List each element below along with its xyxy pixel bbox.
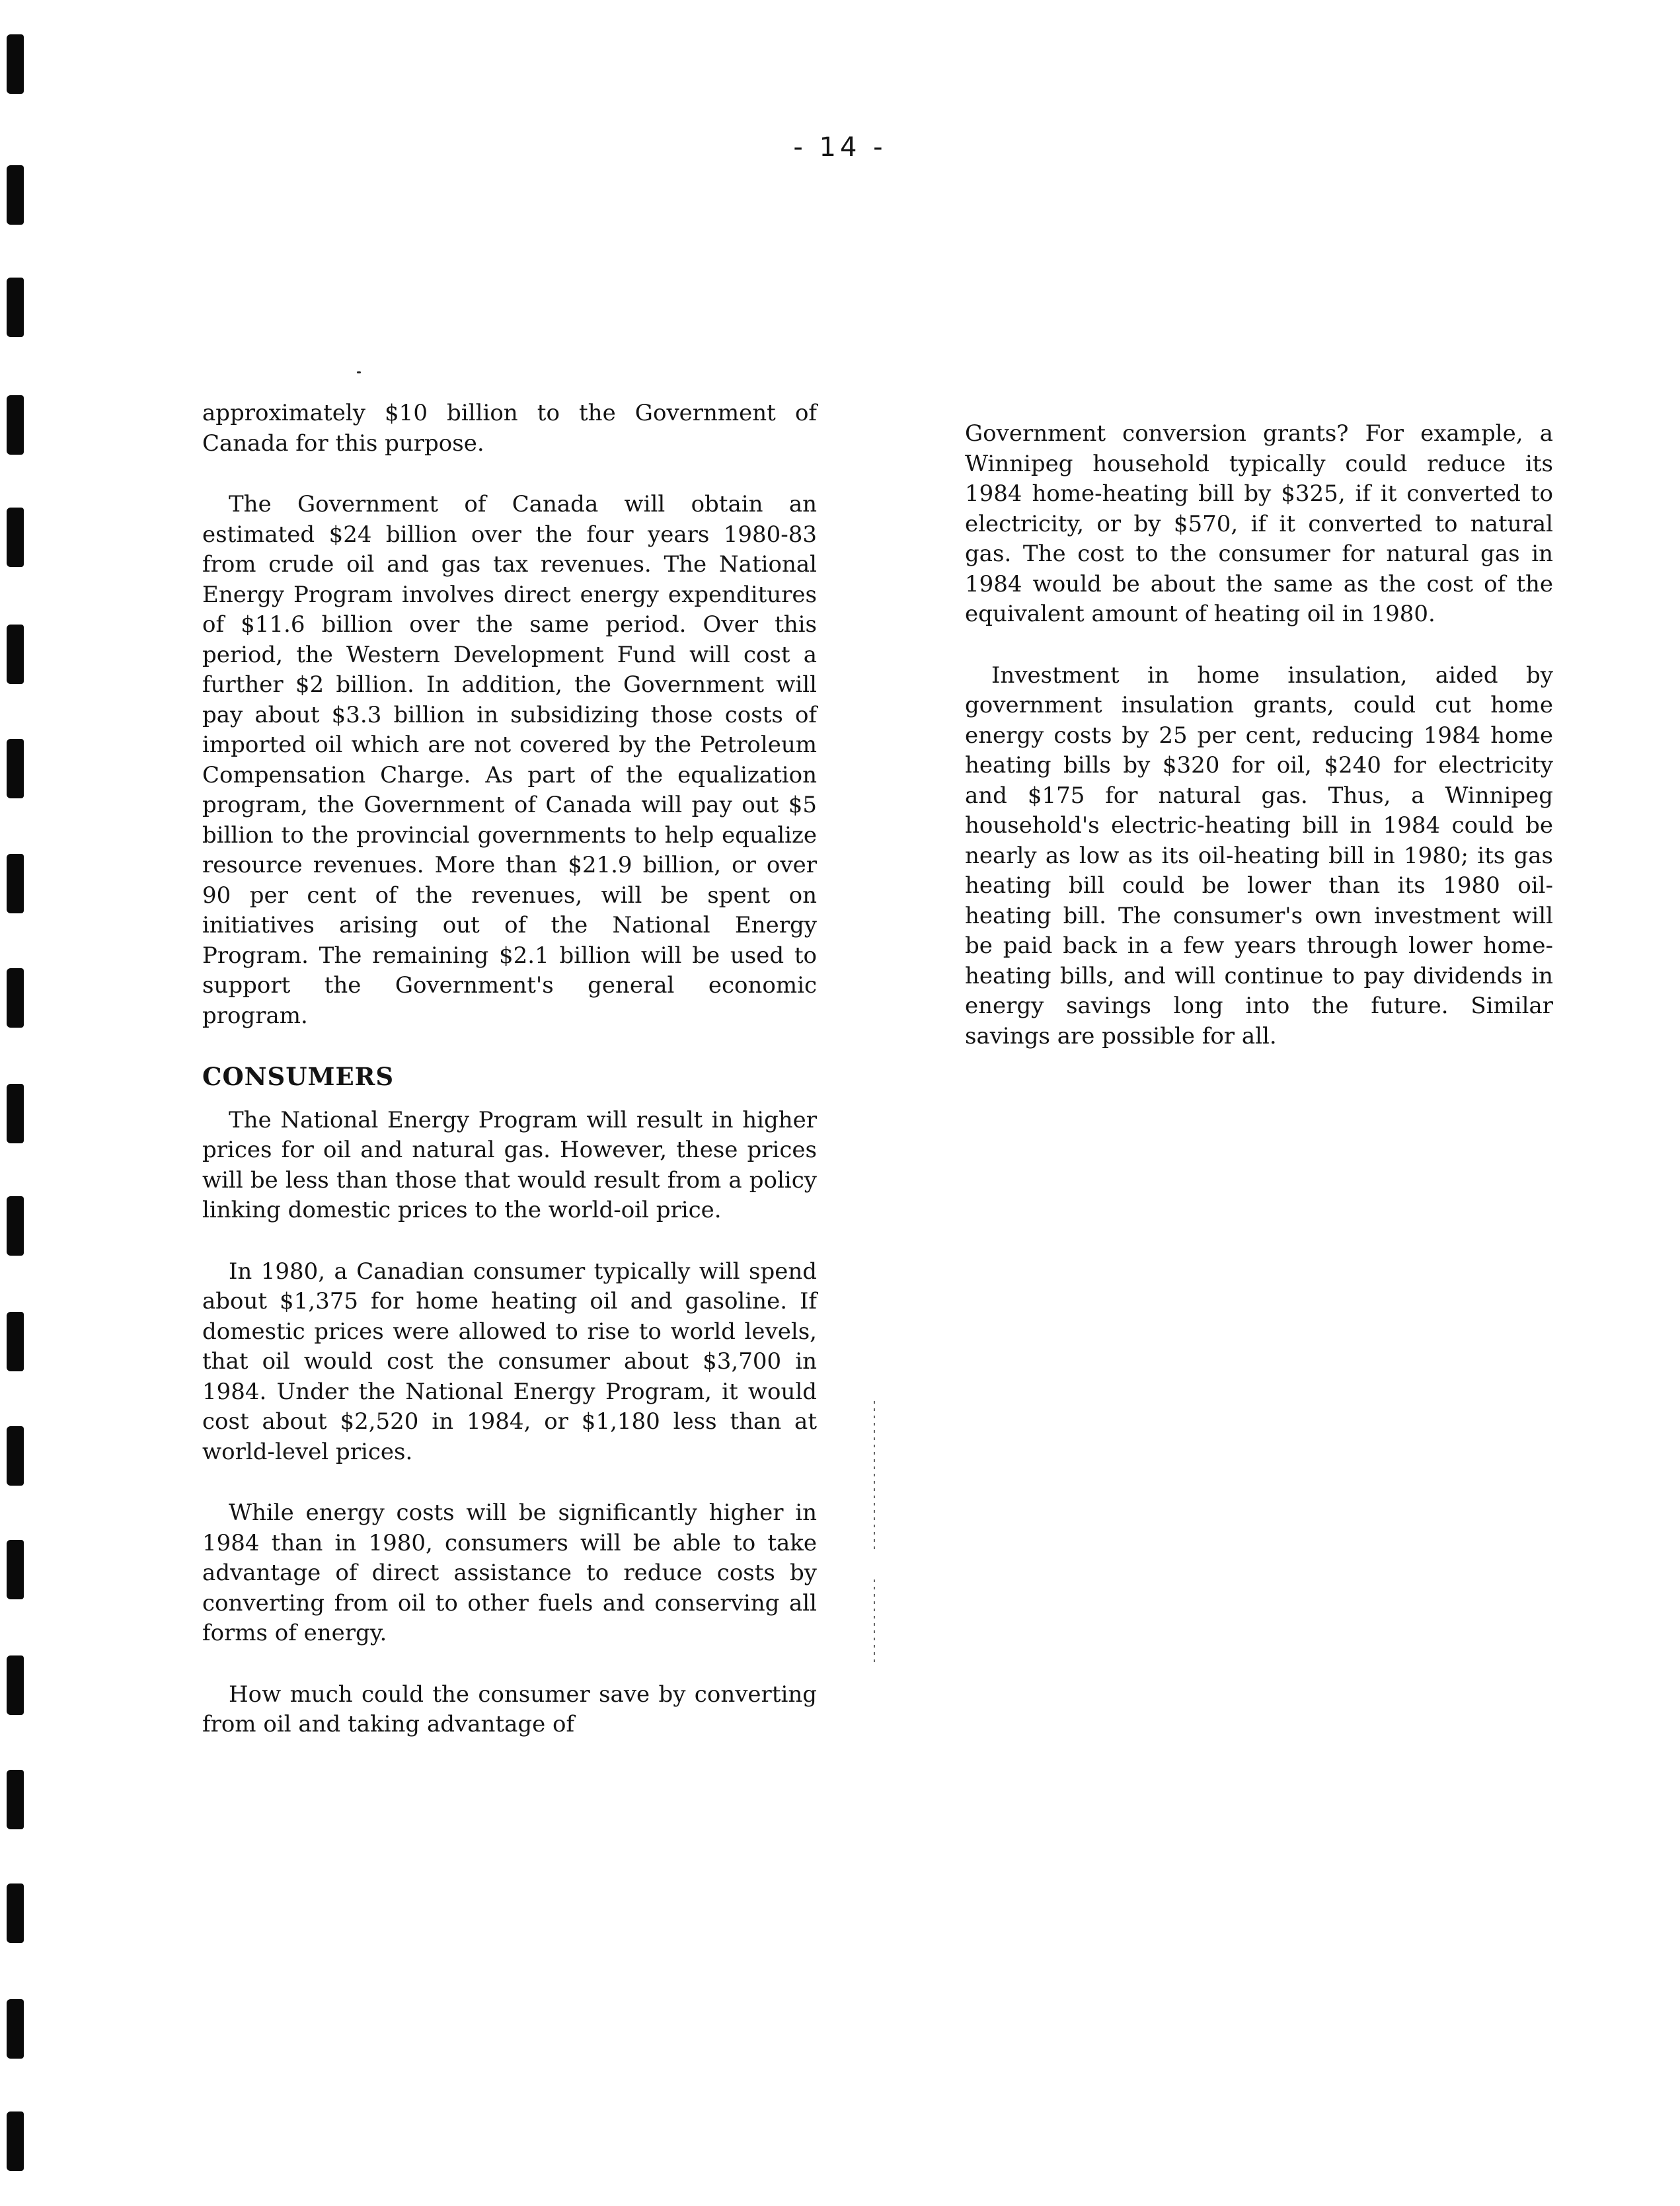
punch-mark bbox=[7, 968, 24, 1028]
punch-mark bbox=[7, 2111, 24, 2171]
punch-mark bbox=[7, 1770, 24, 1829]
scan-artifact-line bbox=[874, 1401, 875, 1553]
body-paragraph: The National Energy Program will result in higher prices for oil and natural gas. However, these prices will be less than those that would result from a policy linking domestic prices to the world-oil price. bbox=[202, 1106, 817, 1223]
punch-mark bbox=[7, 1540, 24, 1599]
punch-mark bbox=[7, 625, 24, 684]
left-column bbox=[202, 399, 817, 1771]
punch-mark bbox=[7, 1312, 24, 1371]
body-paragraph: The Government of Canada will obtain an estimated $24 billion over the four years 1980-83 from crude oil and gas tax revenues. The National Energy Program involves direct energy expenditures of $11.6 billion over the same period. Over this period, the Western Development Fund will cost a further $2 billion. In addition, the Government will pay about $3.3 billion in subsidizing those costs of imported oil which are not covered by the Petroleum Compensation Charge. As part of the equalization program, the Government of Canada will pay out $5 billion to the provincial governments to help equalize resource revenues. More than $21.9 billion, or over 90 per cent of the revenues, will be spent on initiatives arising out of the National Energy Program. The remaining $2.1 billion will be used to support the Government's general economic program. bbox=[202, 491, 817, 1029]
punch-mark bbox=[7, 395, 24, 455]
body-paragraph: approximately $10 billion to the Government of Canada for this purpose. bbox=[202, 400, 817, 457]
punch-mark bbox=[7, 1084, 24, 1143]
body-paragraph: Investment in home insulation, aided by government insulation grants, could cut home energy costs by 25 per cent, reducing 1984 home heating bills by $320 for oil, $240 for electricity and $175 for natural gas. Thus, a Winnipeg household's electric-heating bill in 1984 could be nearly as low as its oil-heating bill in 1980; its gas heating bill could be lower than its 1980 oil-heating bill. The consumer's own investment will be paid back in a few years through lower home-heating bills, and will continue to pay dividends in energy savings long into the future. Similar savings are possible for all. bbox=[965, 662, 1553, 1049]
punch-mark bbox=[7, 1999, 24, 2059]
punch-mark bbox=[7, 165, 24, 225]
punch-mark bbox=[7, 854, 24, 913]
punch-mark bbox=[7, 1426, 24, 1486]
punch-mark bbox=[7, 1883, 24, 1943]
section-heading: CONSUMERS bbox=[202, 1062, 395, 1091]
body-paragraph: While energy costs will be significantly higher in 1984 than in 1980, consumers will be able to take advantage of direct assistance to reduce costs by converting from oil to other fuels and conserving all forms of energy. bbox=[202, 1500, 817, 1646]
body-paragraph: In 1980, a Canadian consumer typically will spend about $1,375 for home heating oil and gasoline. If domestic prices were allowed to rise to world levels, that oil would cost the consumer about $3,700 in 1984. Under the National Energy Program, it would cost about $2,520 in 1984, or $1,180 less than at world-level prices. bbox=[202, 1258, 817, 1465]
binder-punch-marks bbox=[0, 0, 40, 2206]
punch-mark bbox=[7, 278, 24, 337]
body-paragraph: Government conversion grants? For example, a Winnipeg household typically could reduce its 1984 home-heating bill by $325, if it converted to electricity, or by $570, if it converted to natural gas. The cost to the consumer for natural gas in 1984 would be about the same as the cost of the equivalent amount of heating oil in 1980. bbox=[965, 420, 1553, 627]
page-number: - 14 - bbox=[793, 132, 887, 163]
punch-mark bbox=[7, 739, 24, 798]
punch-mark bbox=[7, 508, 24, 567]
punch-mark bbox=[7, 1655, 24, 1715]
punch-mark bbox=[7, 1196, 24, 1256]
scan-speck bbox=[357, 371, 361, 373]
right-column bbox=[965, 419, 1553, 1083]
body-paragraph: How much could the consumer save by converting from oil and taking advantage of bbox=[202, 1681, 817, 1737]
punch-mark bbox=[7, 34, 24, 94]
scan-artifact-line bbox=[874, 1579, 875, 1665]
